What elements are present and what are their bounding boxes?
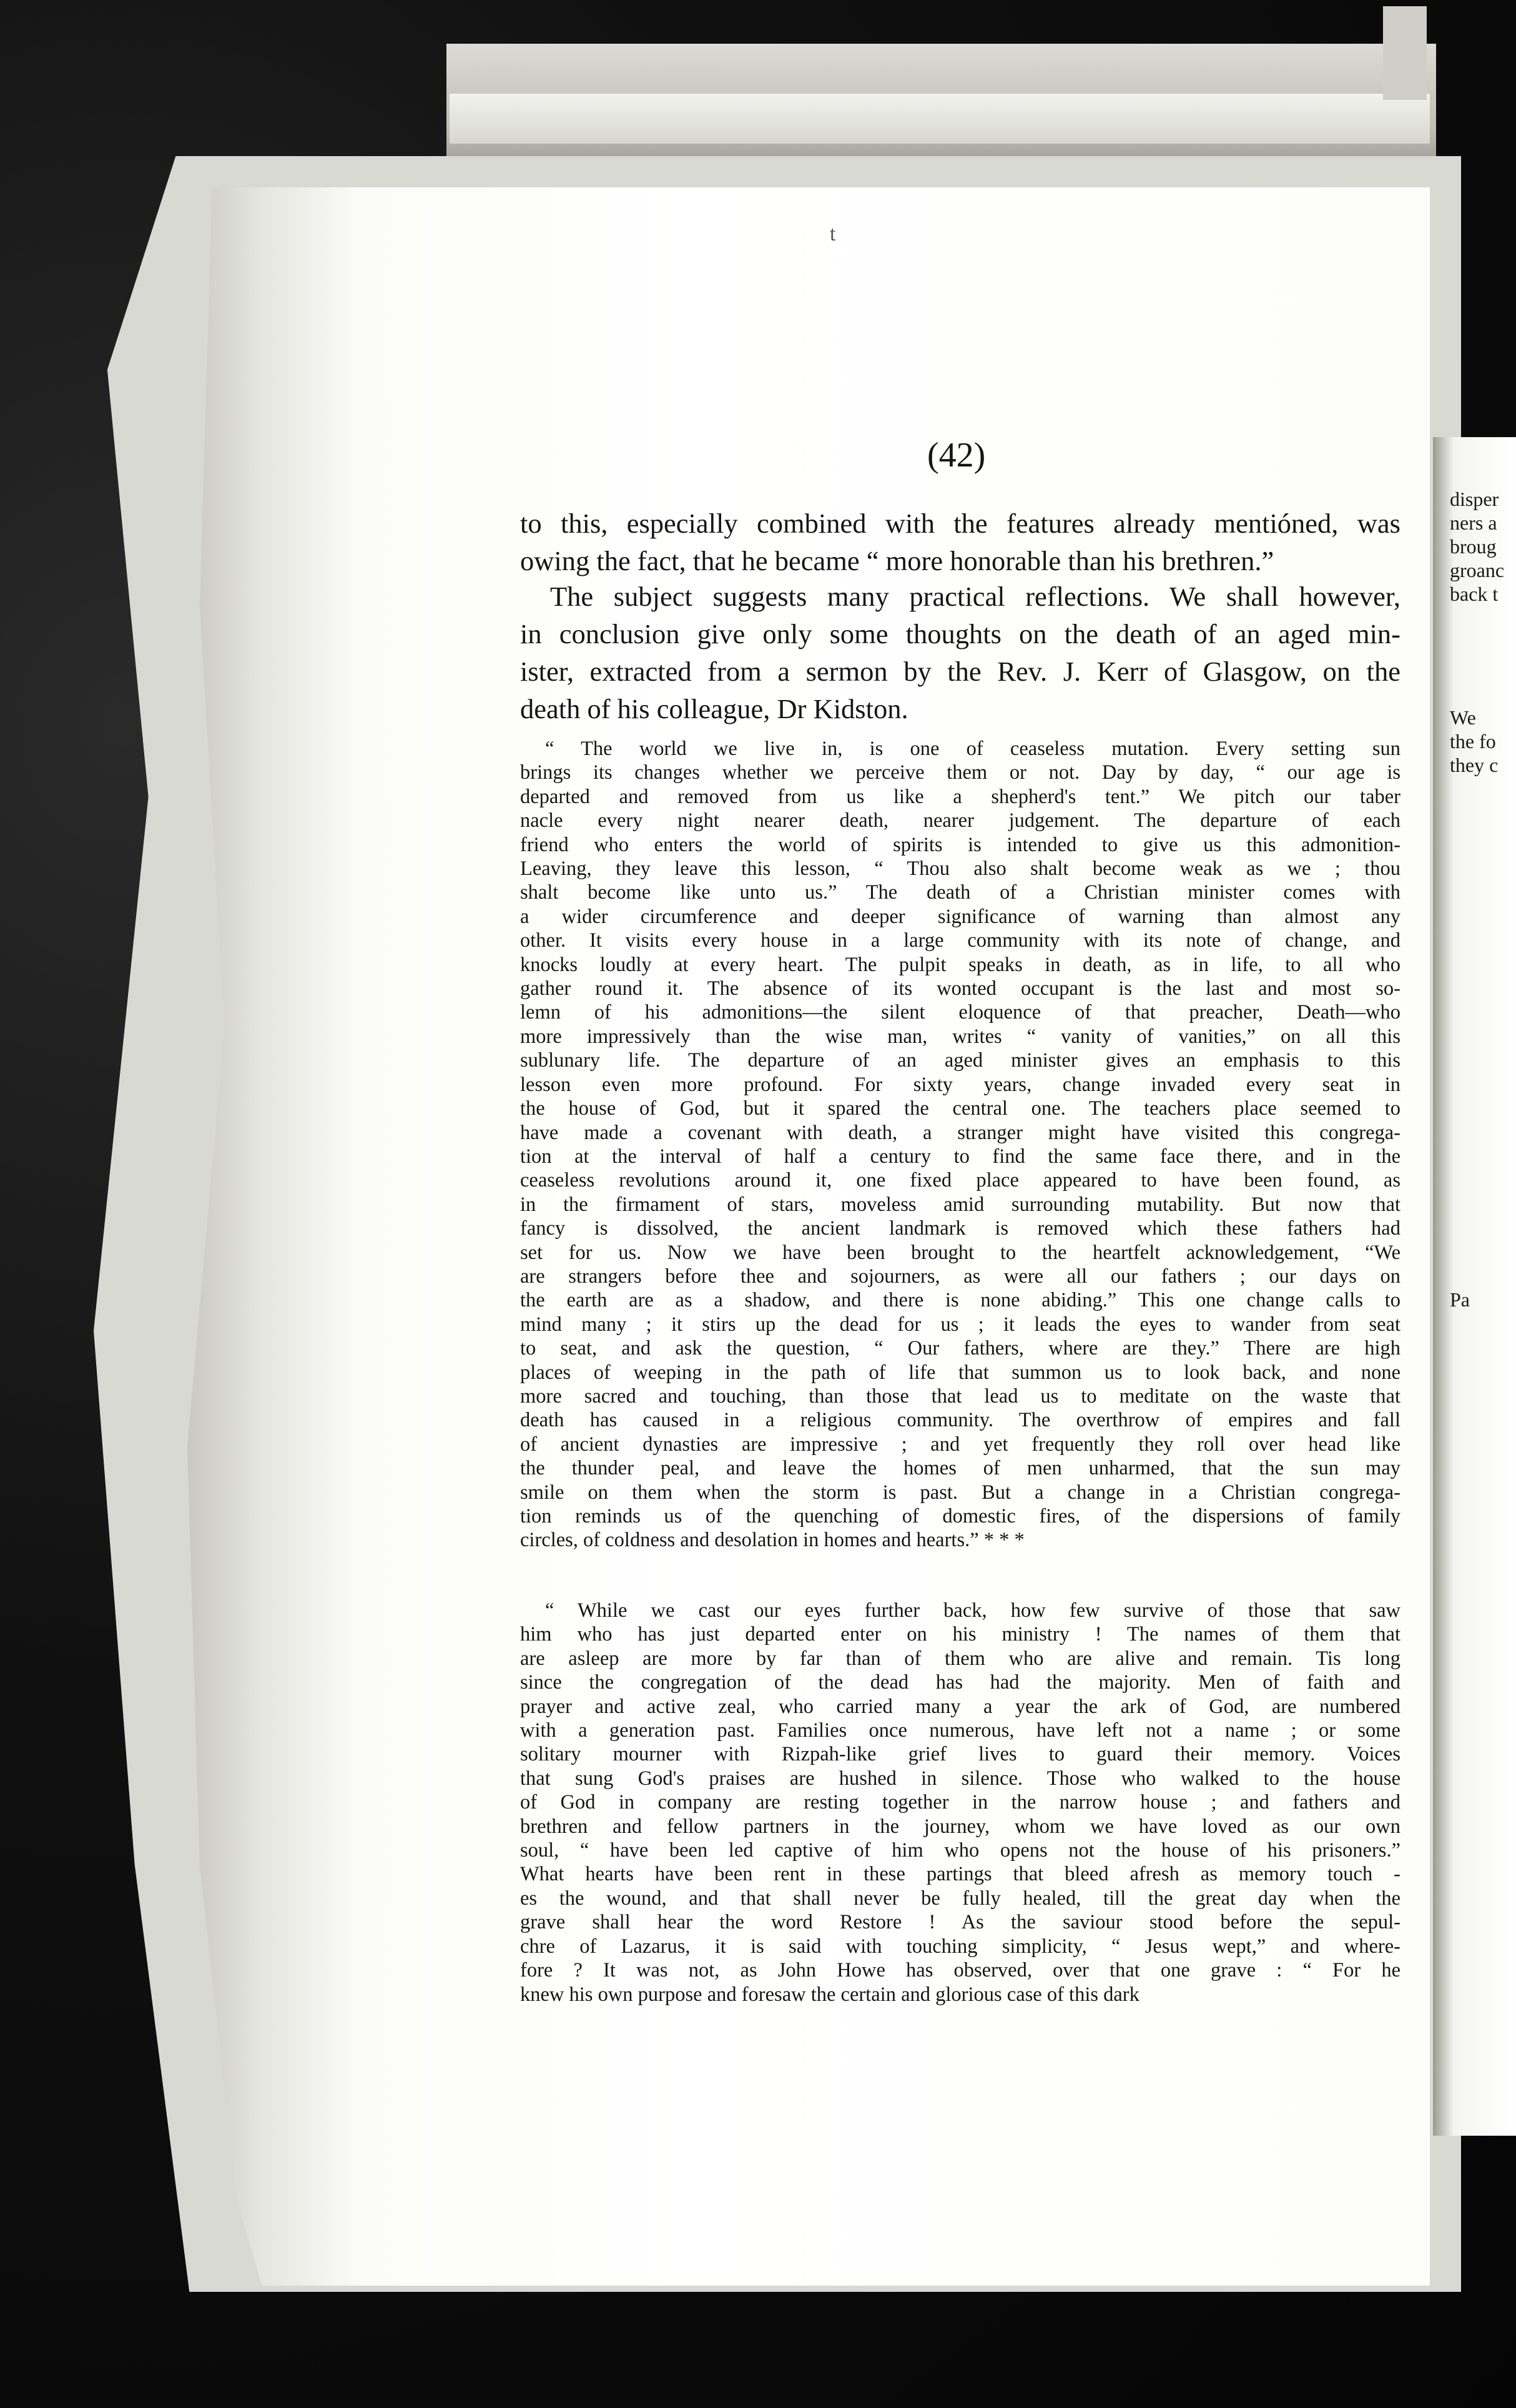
quote-line: What hearts have been rent in these partings that bleed afresh as memory touch - — [520, 1863, 1400, 1886]
quote-line: are asleep are more by far than of them who are alive and remain. Tis long — [520, 1647, 1400, 1670]
side-word: back t — [1450, 583, 1499, 605]
side-word: groanc — [1450, 559, 1505, 581]
quote-line: the house of God, but it spared the central one. The teachers place seemed to — [520, 1097, 1400, 1120]
quote-line: solitary mourner with Rizpah-like grief lives to guard their memory. Voices — [520, 1743, 1400, 1766]
side-word: Pa — [1450, 1288, 1470, 1311]
quote-line: death has caused in a religious community. The overthrow of empires and fall — [520, 1409, 1400, 1432]
main-line: ister, extracted from a sermon by the Rev. J. Kerr of Glasgow, on the — [520, 656, 1400, 687]
quote-line: with a generation past. Families once numerous, have left not a name ; or some — [520, 1719, 1400, 1742]
main-line: to this, especially combined with the features already mentióned, was — [520, 508, 1400, 539]
quote-line: the earth are as a shadow, and there is none abiding.” This one change calls to — [520, 1289, 1400, 1312]
quote-line: of ancient dynasties are impressive ; and yet frequently they roll over head like — [520, 1433, 1400, 1456]
quote-line: other. It visits every house in a large community with its note of change, and — [520, 929, 1400, 952]
main-line: in conclusion give only some thoughts on the death of an aged min- — [520, 618, 1400, 649]
quote-line: are strangers before thee and sojourners, as were all our fathers ; our days on — [520, 1265, 1400, 1288]
facing-page-text-1 — [1450, 487, 1504, 606]
quote-line: to seat, and ask the question, “ Our fathers, where are they.” There are high — [520, 1337, 1400, 1360]
main-paragraph-1 — [520, 505, 1400, 580]
quote-line: grave shall hear the word Restore ! As the saviour stood before the sepul- — [520, 1911, 1400, 1934]
quote-line: set for us. Now we have been brought to the heartfelt acknowledgement, “We — [520, 1241, 1400, 1264]
main-line: death of his colleague, Dr Kidston. — [520, 693, 908, 724]
quote-line: es the wound, and that shall never be fully healed, till the great day when the — [520, 1887, 1400, 1910]
quote-line: a wider circumference and deeper significance of warning than almost any — [520, 905, 1400, 928]
quote-line: more sacred and touching, than those that lead us to meditate on the waste that — [520, 1384, 1400, 1408]
quote-line: him who has just departed enter on his ministry ! The names of them that — [520, 1623, 1400, 1646]
quote-line: tion at the interval of half a century to find the same face there, and in the — [520, 1145, 1400, 1168]
main-line: owing the fact, that he became “ more honorable than his brethren.” — [520, 545, 1274, 576]
quote-line: “ The world we live in, is one of ceaseless mutation. Every setting sun — [545, 738, 1400, 760]
quote-line: chre of Lazarus, it is said with touching simplicity, “ Jesus wept,” and where- — [520, 1935, 1400, 1958]
quote-line: in the firmament of stars, moveless amid surrounding mutability. But now that — [520, 1193, 1400, 1216]
quote-line: lesson even more profound. For sixty years, change invaded every seat in — [520, 1073, 1400, 1096]
quote-line: have made a covenant with death, a stranger might have visited this congrega- — [520, 1121, 1400, 1144]
quote-line: sublunary life. The departure of an aged minister gives an emphasis to this — [520, 1049, 1400, 1072]
quote-line: tion reminds us of the quenching of domestic fires, of the dispersions of family — [520, 1505, 1400, 1527]
quote-line: smile on them when the storm is past. But a change in a Christian congrega- — [520, 1481, 1400, 1504]
quote-line: fore ? It was not, as John Howe has observed, over that one grave : “ For he — [520, 1959, 1400, 1982]
quote-line: nacle every night nearer death, nearer judgement. The departure of each — [520, 809, 1400, 832]
quote-line: the thunder peal, and leave the homes of men unharmed, that the sun may — [520, 1457, 1400, 1480]
quote-line: soul, “ have been led captive of him who opens not the house of his prisoners.” — [520, 1839, 1400, 1862]
quote-line: brethren and fellow partners in the journey, whom we have loved as our own — [520, 1815, 1400, 1838]
page-number: (42) — [927, 436, 986, 475]
side-word: ners a — [1450, 511, 1497, 534]
quote-line: places of weeping in the path of life that summon us to look back, and none — [520, 1361, 1400, 1384]
quote-line: Leaving, they leave this lesson, “ Thou also shalt become weak as we ; thou — [520, 857, 1400, 881]
side-word: disper — [1450, 488, 1499, 510]
quote-line: friend who enters the world of spirits is intended to give us this admonition- — [520, 833, 1400, 856]
quote-line: gather round it. The absence of its wonted occupant is the last and most so- — [520, 977, 1400, 1000]
side-word: the fo — [1450, 730, 1496, 752]
quote-line: brings its changes whether we perceive them or not. Day by day, “ our age is — [520, 761, 1400, 784]
quote-line: knew his own purpose and foresaw the certain and glorious case of this dark — [520, 1983, 1139, 2006]
quote-line: lemn of his admonitions—the silent eloquence of that preacher, Death—who — [520, 1001, 1400, 1024]
main-paragraph-2 — [520, 578, 1400, 728]
quote-line: more impressively than the wise man, writes “ vanity of vanities,” on all this — [520, 1025, 1400, 1048]
quote-line: since the congregation of the dead has had the majority. Men of faith and — [520, 1671, 1400, 1694]
quote-line: ceaseless revolutions around it, one fixed place appeared to have been found, as — [520, 1169, 1400, 1192]
page-mark: t — [830, 222, 836, 245]
facing-page-text-3 — [1450, 1288, 1470, 1311]
quotation-block-2 — [520, 1599, 1400, 2006]
side-word: broug — [1450, 535, 1497, 558]
quote-line: fancy is dissolved, the ancient landmark is removed which these fathers had — [520, 1217, 1400, 1240]
quote-line: shalt become like unto us.” The death of a Christian minister comes with — [520, 881, 1400, 904]
quotation-block-1 — [520, 737, 1400, 1552]
quote-line: mind many ; it stirs up the dead for us ; it leads the eyes to wander from seat — [520, 1313, 1400, 1336]
quote-line: “ While we cast our eyes further back, how few survive of those that saw — [545, 1599, 1400, 1622]
main-line: The subject suggests many practical reflections. We shall however, — [550, 581, 1400, 612]
quote-line: knocks loudly at every heart. The pulpit speaks in death, as in life, to all who — [520, 953, 1400, 976]
quote-line: that sung God's praises are hushed in silence. Those who walked to the house — [520, 1767, 1400, 1790]
side-word: they c — [1450, 754, 1499, 776]
quote-line: circles, of coldness and desolation in homes and hearts.” * * * — [520, 1529, 1025, 1552]
side-word: We — [1450, 706, 1476, 729]
quote-line: prayer and active zeal, who carried many a year the ark of God, are numbered — [520, 1695, 1400, 1718]
quote-line: of God in company are resting together in the narrow house ; and fathers and — [520, 1791, 1400, 1814]
quote-line: departed and removed from us like a shepherd's tent.” We pitch our taber — [520, 785, 1400, 808]
facing-page-text-2 — [1450, 706, 1498, 777]
